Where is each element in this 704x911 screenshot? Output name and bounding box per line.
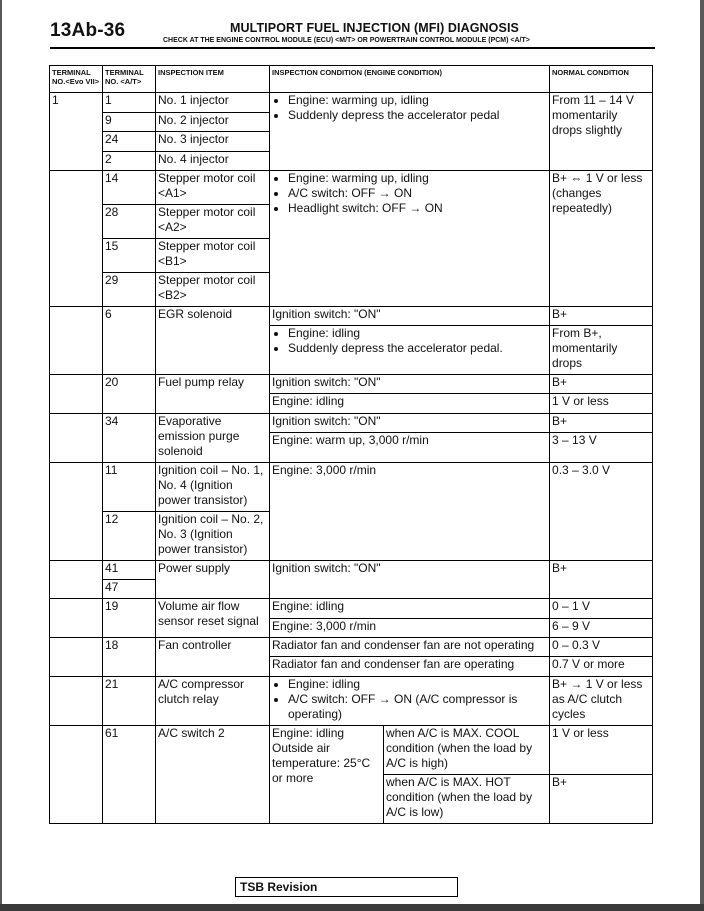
- item-cell: A/C compressor clutch relay: [156, 677, 270, 726]
- normal-cell: 6 – 9 V: [550, 619, 653, 638]
- condition-cell: Radiator fan and condenser fan are operating: [270, 657, 550, 677]
- normal-cell: B+: [550, 775, 653, 824]
- normal-cell: B+: [550, 375, 653, 394]
- item-cell: Ignition coil – No. 1, No. 4 (Ignition power transistor): [156, 463, 270, 512]
- condition-bullet: • Suddenly depress the accelerator pedal.: [288, 341, 547, 356]
- page-number: 13Ab-36: [50, 20, 126, 41]
- evo-terminal-cell: [50, 677, 103, 726]
- normal-cell: From 11 – 14 V momentarily drops slightly: [550, 93, 653, 171]
- evo-terminal-cell: [50, 463, 103, 561]
- normal-cell: 0 – 1 V: [550, 599, 653, 619]
- condition-bullet: • Engine: warming up, idling: [288, 171, 547, 186]
- tsb-revision-label: TSB Revision: [240, 880, 318, 894]
- table-row: [50, 171, 653, 205]
- condition-cell: Engine: idling Outside air temperature: 25°C or more: [270, 726, 384, 824]
- table-row: [50, 599, 653, 619]
- item-cell: Stepper motor coil <B2>: [156, 273, 270, 307]
- terminal-cell: 29: [103, 273, 156, 307]
- table-row: [50, 561, 653, 580]
- table-row: [50, 375, 653, 394]
- item-cell: No. 4 injector: [156, 152, 270, 171]
- terminal-cell: 28: [103, 205, 156, 239]
- terminal-cell: 9: [103, 113, 156, 132]
- item-cell: No. 3 injector: [156, 132, 270, 152]
- evo-terminal-cell: [50, 638, 103, 677]
- evo-terminal-cell: [50, 171, 103, 307]
- page-bottom-edge: [0, 904, 704, 911]
- terminal-cell: 24: [103, 132, 156, 152]
- table-row: [50, 638, 653, 657]
- header-rule: [50, 47, 655, 49]
- header-inspection-item: INSPECTION ITEM: [156, 66, 270, 93]
- condition-bullet: • Engine: warming up, idling: [288, 93, 547, 108]
- condition-bullet: • Suddenly depress the accelerator pedal: [288, 108, 547, 123]
- diagnosis-table: [49, 65, 653, 824]
- page-subtitle: CHECK AT THE ENGINE CONTROL MODULE (ECU) <M/T> OR POWERTRAIN CONTROL MODULE (PCM) <A/T>: [163, 37, 530, 44]
- evo-terminal-cell: [50, 561, 103, 599]
- terminal-cell: 61: [103, 726, 156, 824]
- terminal-cell: 6: [103, 307, 156, 375]
- terminal-cell: 11: [103, 463, 156, 512]
- condition-cell: Engine: idling: [270, 599, 550, 619]
- sub-condition-cell: when A/C is MAX. HOT condition (when the load by A/C is low): [384, 775, 550, 824]
- condition-cell: [270, 326, 550, 375]
- page-right-edge: [700, 0, 704, 911]
- condition-bullet: • A/C switch: OFF → ON (A/C compressor is operating): [288, 692, 547, 722]
- evo-terminal-cell: 1: [50, 93, 103, 171]
- normal-cell: 0.3 – 3.0 V: [550, 463, 653, 561]
- page-left-edge: [0, 0, 2, 911]
- terminal-cell: 15: [103, 239, 156, 273]
- item-cell: Fuel pump relay: [156, 375, 270, 414]
- terminal-cell: 14: [103, 171, 156, 205]
- terminal-cell: 20: [103, 375, 156, 414]
- item-cell: A/C switch 2: [156, 726, 270, 824]
- header-inspection-condition: INSPECTION CONDITION (ENGINE CONDITION): [270, 66, 550, 93]
- normal-cell: B+: [550, 561, 653, 599]
- terminal-cell: 12: [103, 512, 156, 561]
- item-cell: Power supply: [156, 561, 270, 599]
- terminal-cell: 34: [103, 414, 156, 463]
- item-cell: Stepper motor coil <A1>: [156, 171, 270, 205]
- item-cell: Fan controller: [156, 638, 270, 677]
- normal-cell: From B+, momentarily drops: [550, 326, 653, 375]
- terminal-cell: 1: [103, 93, 156, 113]
- condition-cell: Engine: idling: [270, 394, 550, 414]
- condition-cell: Engine: 3,000 r/min: [270, 463, 550, 561]
- item-cell: Evaporative emission purge solenoid: [156, 414, 270, 463]
- item-cell: EGR solenoid: [156, 307, 270, 375]
- normal-cell: B+ ⇔ 1 V or less (changes repeatedly): [550, 171, 653, 307]
- table-row: [50, 307, 653, 326]
- table-row: [50, 677, 653, 726]
- terminal-cell: 47: [103, 580, 156, 599]
- item-cell: Stepper motor coil <A2>: [156, 205, 270, 239]
- normal-cell: B+: [550, 414, 653, 433]
- normal-cell: 3 – 13 V: [550, 433, 653, 463]
- condition-bullet: • Engine: idling: [288, 326, 547, 341]
- item-cell: No. 1 injector: [156, 93, 270, 113]
- terminal-cell: 21: [103, 677, 156, 726]
- item-cell: Volume air flow sensor reset signal: [156, 599, 270, 638]
- normal-cell: 1 V or less: [550, 394, 653, 414]
- table-row: [50, 726, 653, 775]
- terminal-cell: 19: [103, 599, 156, 638]
- condition-cell: [270, 93, 550, 171]
- normal-cell: B+ → 1 V or less as A/C clutch cycles: [550, 677, 653, 726]
- header-terminal-at: TERMINAL NO. <A/T>: [103, 66, 156, 93]
- condition-cell: Ignition switch: "ON": [270, 561, 550, 599]
- page-title: MULTIPORT FUEL INJECTION (MFI) DIAGNOSIS: [230, 21, 519, 35]
- normal-cell: B+: [550, 307, 653, 326]
- condition-bullet: • A/C switch: OFF → ON: [288, 186, 547, 201]
- item-cell: Ignition coil – No. 2, No. 3 (Ignition power transistor): [156, 512, 270, 561]
- condition-cell: Engine: warm up, 3,000 r/min: [270, 433, 550, 463]
- terminal-cell: 18: [103, 638, 156, 677]
- normal-cell: 0 – 0.3 V: [550, 638, 653, 657]
- condition-cell: [270, 171, 550, 307]
- evo-terminal-cell: [50, 726, 103, 824]
- normal-cell: 0.7 V or more: [550, 657, 653, 677]
- evo-terminal-cell: [50, 599, 103, 638]
- table-row: [50, 93, 653, 113]
- evo-terminal-cell: [50, 375, 103, 414]
- table-row: [50, 414, 653, 433]
- table-header-row: [50, 66, 653, 93]
- header-normal-condition: NORMAL CONDITION: [550, 66, 653, 93]
- condition-cell: Ignition switch: "ON": [270, 375, 550, 394]
- tsb-revision-box: [235, 877, 458, 897]
- condition-cell: Ignition switch: "ON": [270, 414, 550, 433]
- condition-cell: Radiator fan and condenser fan are not operating: [270, 638, 550, 657]
- terminal-cell: 2: [103, 152, 156, 171]
- sub-condition-cell: when A/C is MAX. COOL condition (when the load by A/C is high): [384, 726, 550, 775]
- item-cell: No. 2 injector: [156, 113, 270, 132]
- condition-cell: Ignition switch: "ON": [270, 307, 550, 326]
- condition-bullet: • Headlight switch: OFF → ON: [288, 201, 547, 216]
- condition-cell: [270, 677, 550, 726]
- table-row: [50, 463, 653, 512]
- item-cell: Stepper motor coil <B1>: [156, 239, 270, 273]
- condition-cell: Engine: 3,000 r/min: [270, 619, 550, 638]
- normal-cell: 1 V or less: [550, 726, 653, 775]
- evo-terminal-cell: [50, 307, 103, 375]
- header-terminal-evo: TERMINAL NO.<Evo VII>: [50, 66, 103, 93]
- terminal-cell: 41: [103, 561, 156, 580]
- evo-terminal-cell: [50, 414, 103, 463]
- condition-bullet: • Engine: idling: [288, 677, 547, 692]
